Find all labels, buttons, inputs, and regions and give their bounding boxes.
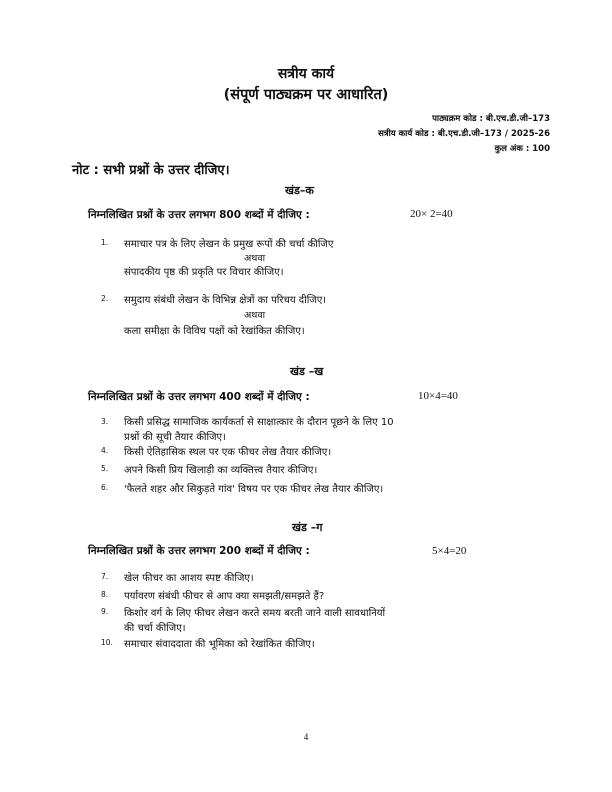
question-text: खेल फीचर का आशय स्पष्ट कीजिए। xyxy=(124,573,254,584)
section-marks-a: 20× 2=40 xyxy=(410,208,453,220)
question-number: 2. xyxy=(101,294,109,303)
section-heading-c: खंड –ग xyxy=(292,521,323,534)
section-instruction-a: निम्नलिखित प्रश्नों के उत्तर लगभग 800 शब्दों में दीजिए : xyxy=(88,209,310,221)
question-text: समुदाय संबंधी लेखन के विभिन्न क्षेत्रों का परिचय दीजिए। xyxy=(124,295,327,306)
question-number: 1. xyxy=(101,238,109,247)
instructions-note: नोट : सभी प्रश्नों के उत्तर दीजिए। xyxy=(72,163,230,178)
question-text: समाचार संवाददाता की भूमिका को रेखांकित कीजिए। xyxy=(124,639,315,650)
question-number: 10. xyxy=(101,638,113,647)
section-heading-a: खंड–क xyxy=(285,184,314,197)
section-instruction-c: निम्नलिखित प्रश्नों के उत्तर लगभग 200 शब्दों में दीजिए : xyxy=(88,545,310,557)
question-number: 6. xyxy=(101,483,109,492)
question-text: किशोर वर्ग के लिए फीचर लेखन करते समय बरती जाने वाली सावधानियों xyxy=(124,608,386,619)
section-marks-b: 10×4=40 xyxy=(418,390,458,402)
question-number: 4. xyxy=(101,446,109,455)
section-instruction-b: निम्नलिखित प्रश्नों के उत्तर लगभग 400 शब्दों में दीजिए : xyxy=(88,391,310,403)
question-text-continued: की चर्चा कीजिए। xyxy=(124,623,186,634)
section-marks-c: 5×4=20 xyxy=(432,545,467,557)
question-alternative: कला समीक्षा के विविध पक्षों को रेखांकित कीजिए। xyxy=(124,326,305,337)
or-label: अथवा xyxy=(244,310,266,321)
question-text: 'फैलते शहर और सिकुड़ते गांव' विषय पर एक फीचर लेख तैयार कीजिए। xyxy=(124,484,384,495)
question-text: पर्यावरण संबंधी फीचर से आप क्या समझती/समझते हैं? xyxy=(124,591,325,602)
total-marks: कुल अंक : 100 xyxy=(494,144,550,154)
question-number: 5. xyxy=(101,464,109,473)
question-number: 7. xyxy=(101,572,109,581)
question-text: किसी ऐतिहासिक स्थल पर एक फीचर लेख तैयार कीजिए। xyxy=(124,447,332,458)
course-code: पाठ्यक्रम कोड : बी.एच.डी.जी–173 xyxy=(432,114,550,124)
question-alternative: संपादकीय पृष्ठ की प्रकृति पर विचार कीजिए। xyxy=(124,267,284,278)
question-number: 8. xyxy=(101,590,109,599)
assignment-title: सत्रीय कार्य xyxy=(277,66,335,82)
page-number: 4 xyxy=(303,732,309,742)
assignment-code: सत्रीय कार्य कोड : बी.एच.डी.जी–173 / 2025-26 xyxy=(378,129,550,139)
question-text-continued: प्रश्नों की सूची तैयार कीजिए। xyxy=(124,432,226,443)
section-heading-b: खंड –ख xyxy=(290,365,324,378)
question-number: 9. xyxy=(101,607,109,616)
or-label: अथवा xyxy=(244,253,266,264)
question-text: समाचार पत्र के लिए लेखन के प्रमुख रूपों की चर्चा कीजिए xyxy=(124,239,334,250)
question-number: 3. xyxy=(101,417,109,426)
assignment-subtitle: (संपूर्ण पाठ्यक्रम पर आधारित) xyxy=(223,87,389,103)
question-text: किसी प्रसिद्ध सामाजिक कार्यकर्ता से साक्षात्कार के दौरान पूछने के लिए 10 xyxy=(124,417,394,428)
question-text: अपने किसी प्रिय खिलाड़ी का व्यक्तित्त्व तैयार कीजिए। xyxy=(124,465,318,476)
